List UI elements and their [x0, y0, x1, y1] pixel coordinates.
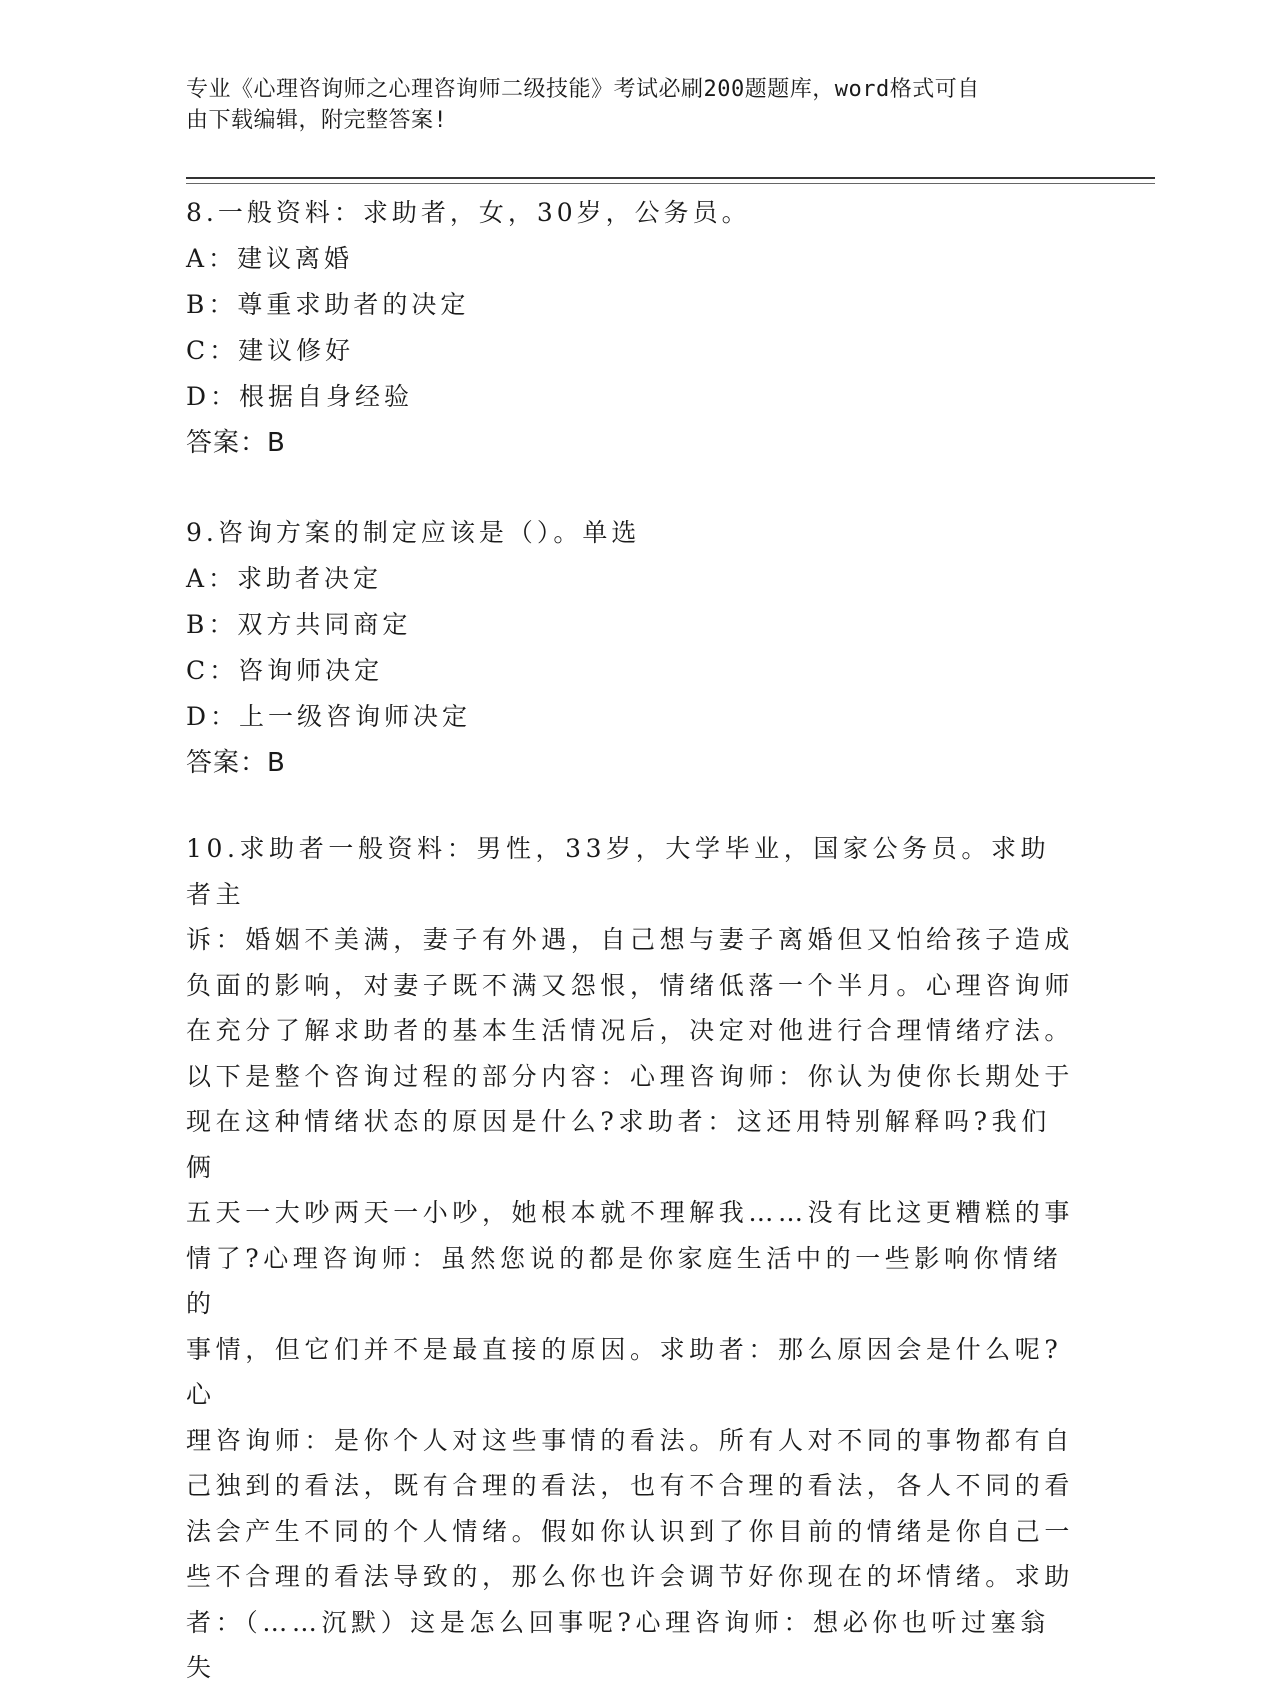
option-b: B：尊重求助者的决定: [186, 290, 470, 319]
paragraph-line: 些不合理的看法导致的，那么你也许会调节好你现在的坏情绪。求助: [186, 1562, 1075, 1591]
question-stem: 9.咨询方案的制定应该是（）。单选: [186, 518, 641, 547]
paragraph-line: 情了?心理咨询师：虽然您说的都是你家庭生活中的一些影响你情绪的: [186, 1243, 1063, 1318]
header-divider-thin: [186, 183, 1155, 184]
header-line-2: 由下载编辑，附完整答案!: [186, 108, 448, 133]
paragraph-line: 10.求助者一般资料：男性，33岁，大学毕业，国家公务员。求助者主: [186, 834, 1051, 909]
question-spacer: [186, 786, 1086, 826]
paragraph-line: 现在这种情绪状态的原因是什么?求助者：这还用特别解释吗?我们俩: [186, 1107, 1051, 1182]
option-b: B：双方共同商定: [186, 610, 412, 639]
option-c: C：咨询师决定: [186, 656, 384, 685]
paragraph-line: 己独到的看法，既有合理的看法，也有不合理的看法，各人不同的看: [186, 1471, 1075, 1500]
option-d: D：根据自身经验: [186, 382, 414, 411]
option-a: A：建议离婚: [186, 244, 354, 273]
document-header: [186, 74, 1086, 136]
paragraph-line: 法会产生不同的个人情绪。假如你认识到了你目前的情绪是你自己一: [186, 1516, 1075, 1546]
paragraph-line: 负面的影响，对妻子既不满又怨恨，情绪低落一个半月。心理咨询师: [186, 970, 1075, 1000]
paragraph-line: 诉：婚姻不美满，妻子有外遇，自己想与妻子离婚但又怕给孩子造成: [186, 925, 1075, 954]
header-divider-thick: [186, 177, 1155, 179]
question-8: [186, 190, 1086, 466]
question-9: [186, 510, 1086, 786]
option-d: D：上一级咨询师决定: [186, 702, 472, 731]
question-stem: 8.一般资料：求助者，女，30岁，公务员。: [186, 198, 751, 227]
document-body: [186, 190, 1086, 1691]
paragraph-line: 者：（……沉默）这是怎么回事呢?心理咨询师：想必你也听过塞翁失: [186, 1607, 1050, 1682]
answer-line: 答案：B: [186, 748, 286, 778]
option-a: A：求助者决定: [186, 564, 383, 593]
paragraph-line: 以下是整个咨询过程的部分内容：心理咨询师：你认为使你长期处于: [186, 1061, 1075, 1091]
paragraph-line: 在充分了解求助者的基本生活情况后，决定对他进行合理情绪疗法。: [186, 1016, 1075, 1045]
question-10: [186, 826, 1076, 1691]
paragraph-line: 五天一大吵两天一小吵，她根本就不理解我……没有比这更糟糕的事: [186, 1198, 1075, 1227]
paragraph-line: 事情，但它们并不是最直接的原因。求助者：那么原因会是什么呢?心: [186, 1334, 1063, 1409]
answer-line: 答案：B: [186, 428, 286, 458]
option-c: C：建议修好: [186, 336, 355, 365]
question-spacer: [186, 466, 1086, 510]
paragraph-line: 理咨询师：是你个人对这些事情的看法。所有人对不同的事物都有自: [186, 1425, 1075, 1455]
header-line-1: 专业《心理咨询师之心理咨询师二级技能》考试必刷200题题库，word格式可自: [186, 77, 980, 102]
